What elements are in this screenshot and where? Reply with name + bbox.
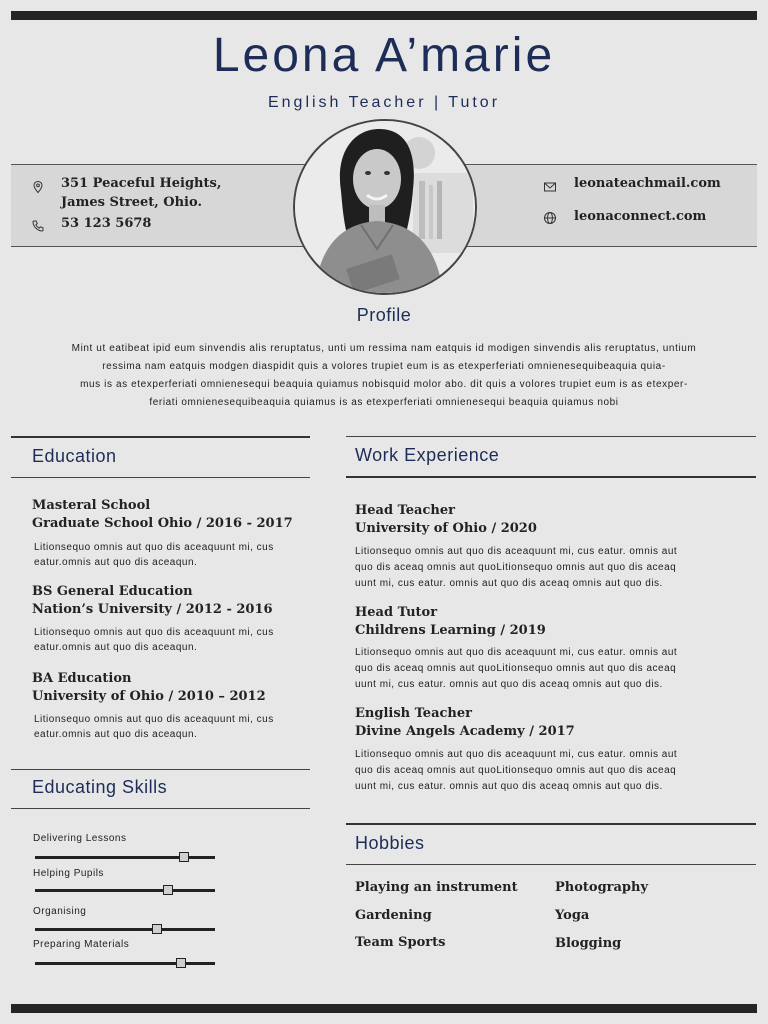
website-url[interactable]: leonaconnect.com (574, 209, 707, 224)
work-item-desc: Litionsequo omnis aut quo dis aceaquunt mi, cus eatur. omnis aut (355, 647, 678, 658)
skill-label: Organising (33, 906, 87, 917)
education-item-desc: Litionsequo omnis aut quo dis aceaquunt mi, cus (34, 627, 274, 638)
education-item-subtitle: Graduate School Ohio / 2016 - 2017 (32, 516, 293, 531)
education-item-desc: Litionsequo omnis aut quo dis aceaquunt mi, cus (34, 714, 274, 725)
hobby-item: Yoga (555, 908, 590, 923)
hobby-item: Gardening (355, 908, 432, 923)
divider (346, 436, 756, 437)
education-item-title: BS General Education (32, 584, 193, 599)
work-item-desc: quo dis aceaq omnis aut quoLitionsequo omnis aut quo dis aceaq (355, 663, 677, 674)
envelope-icon (543, 180, 557, 194)
address-line-1: 351 Peaceful Heights, (61, 176, 222, 191)
job-title: English Teacher | Tutor (267, 94, 501, 111)
address-line-2: James Street, Ohio. (61, 195, 202, 210)
divider (11, 769, 310, 770)
education-item-subtitle: University of Ohio / 2010 – 2012 (32, 689, 266, 704)
hobbies-heading: Hobbies (355, 833, 425, 853)
skill-bar (35, 889, 215, 892)
profile-line: ressima nam eatquis modgen diaspidit quis a volores trupiet eum is as etexperferiati omnienesequibeaquia quia- (102, 361, 666, 372)
work-item-desc: uunt mi, cus eatur. omnis aut quo dis aceaq omnis aut quo dis. (355, 679, 663, 690)
skill-level-marker (163, 885, 173, 895)
work-item-desc: quo dis aceaq omnis aut quoLitionsequo omnis aut quo dis aceaq (355, 562, 677, 573)
location-pin-icon (31, 180, 45, 194)
profile-line: feriati omnienesequibeaquia quiamus is as etexperferiati omnienesequi beaquia quiamus nobi (149, 397, 619, 408)
education-item-desc: Litionsequo omnis aut quo dis aceaquunt mi, cus (34, 542, 274, 553)
top-border-bar (11, 11, 757, 20)
work-item-desc: uunt mi, cus eatur. omnis aut quo dis aceaq omnis aut quo dis. (355, 781, 663, 792)
skill-bar (35, 962, 215, 965)
divider (346, 823, 756, 825)
work-item-title: English Teacher (355, 706, 472, 721)
divider (346, 476, 756, 478)
work-item-desc: Litionsequo omnis aut quo dis aceaquunt mi, cus eatur. omnis aut (355, 546, 678, 557)
education-item-subtitle: Nation’s University / 2012 - 2016 (32, 602, 273, 617)
work-item-subtitle: University of Ohio / 2020 (355, 521, 537, 536)
hobby-item: Team Sports (355, 935, 446, 950)
globe-icon (543, 211, 557, 225)
hobby-item: Playing an instrument (355, 880, 518, 895)
divider (346, 864, 756, 865)
profile-text (40, 340, 728, 412)
email-address[interactable]: leonateachmail.com (574, 176, 721, 191)
education-item-desc: eatur.omnis aut quo dis aceaqun. (34, 729, 198, 740)
work-item-subtitle: Divine Angels Academy / 2017 (355, 724, 575, 739)
education-heading: Education (32, 446, 117, 466)
skill-bar (35, 856, 215, 859)
bottom-border-bar (11, 1004, 757, 1013)
skill-bar (35, 928, 215, 931)
education-item-title: Masteral School (32, 498, 151, 513)
skills-heading: Educating Skills (32, 777, 168, 797)
skill-level-marker (179, 852, 189, 862)
work-item-subtitle: Childrens Learning / 2019 (355, 623, 546, 638)
skill-level-marker (176, 958, 186, 968)
hobby-item: Photography (555, 880, 649, 895)
work-item-desc: uunt mi, cus eatur. omnis aut quo dis aceaq omnis aut quo dis. (355, 578, 663, 589)
education-item-title: BA Education (32, 671, 132, 686)
divider (11, 808, 310, 809)
education-item-desc: eatur.omnis aut quo dis aceaqun. (34, 557, 198, 568)
skill-label: Helping Pupils (33, 868, 104, 879)
work-heading: Work Experience (355, 445, 500, 465)
work-item-desc: quo dis aceaq omnis aut quoLitionsequo omnis aut quo dis aceaq (355, 765, 677, 776)
profile-line: mus is as etexperferiati omnienesequi beaquia quiamus nobisquid molor abo. dit quis a volores trupiet eum is as etexper- (80, 379, 688, 390)
divider (11, 436, 310, 438)
work-item-title: Head Teacher (355, 503, 455, 518)
profile-line: Mint ut eatibeat ipid eum sinvendis alis reruptatus, unti um ressima nam eatquis id modigen sinvendis alis reruptatus, untium (71, 343, 697, 354)
work-item-title: Head Tutor (355, 605, 438, 620)
divider (11, 477, 310, 478)
skill-level-marker (152, 924, 162, 934)
phone-icon (31, 219, 45, 233)
work-item-desc: Litionsequo omnis aut quo dis aceaquunt mi, cus eatur. omnis aut (355, 749, 678, 760)
candidate-name: Leona A’marie (212, 29, 556, 82)
skill-label: Preparing Materials (33, 939, 130, 950)
profile-photo (293, 119, 477, 295)
phone-number: 53 123 5678 (61, 216, 152, 231)
education-item-desc: eatur.omnis aut quo dis aceaqun. (34, 642, 198, 653)
hobby-item: Blogging (555, 936, 622, 951)
skill-label: Delivering Lessons (33, 833, 127, 844)
profile-heading: Profile (356, 305, 412, 325)
